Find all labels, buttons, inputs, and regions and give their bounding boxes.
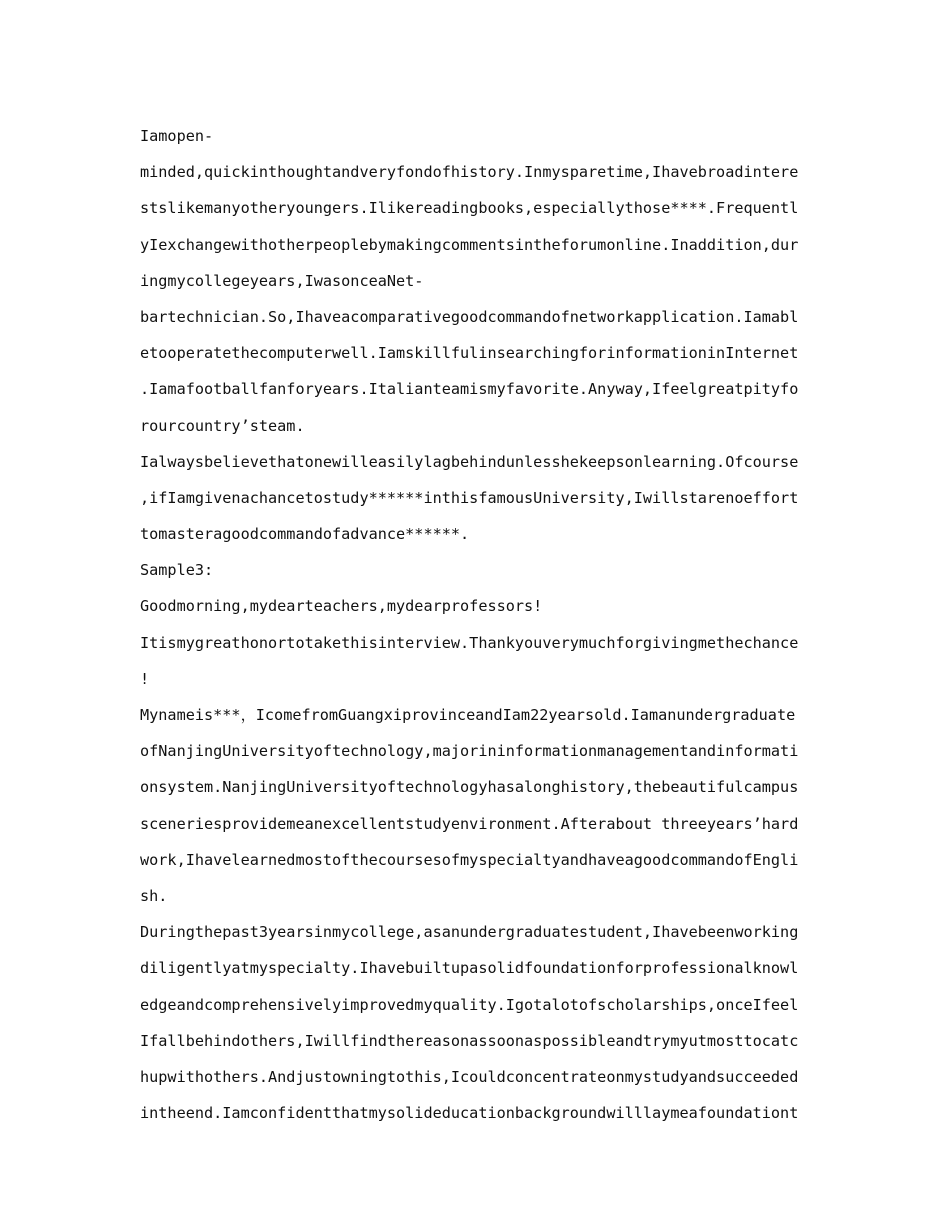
text-line: diligentlyatmyspecialty.Ihavebuiltupasolidfoundationforprofessionalknowl [140,959,799,978]
text-line: ofNanjingUniversityoftechnology,majorininformationmanagementandinformati [140,742,799,761]
text-line: Ialwaysbelievethatonewilleasilylagbehindunlesshekeepsonlearning.Ofcourse [140,452,799,471]
text-line: work,IhavelearnedmostofthecoursesofmyspecialtyandhaveagoodcommandofEngli [140,850,799,869]
text-line: hupwithothers.Andjustowningtothis,Icouldconcentrateonmystudyandsucceeded [140,1067,799,1086]
text-line: minded,quickinthoughtandveryfondofhistory.Inmysparetime,Ihavebroadintere [140,163,799,182]
text-line: bartechnician.So,Ihaveacomparativegoodcommandofnetworkapplication.Iamabl [140,307,799,326]
text-line: sceneriesprovidemeanexcellentstudyenvironment.Afterabout threeyears’hard [140,814,799,833]
text-line: tomasteragoodcommandofadvance******. [140,525,470,544]
text-line: sh. [140,886,168,905]
text-line: stslikemanyotheryoungers.Ilikereadingbooks,especiallythose****.Frequentl [140,199,799,218]
text-line: Itismygreathonortotakethisinterview.Thankyouverymuchforgivingmethechance [140,633,799,652]
text-line: ! [140,669,150,688]
text-line: etooperatethecomputerwell.IamskillfulinsearchingforinformationinInternet [140,344,799,363]
section-heading: Sample3: [140,561,214,580]
text-line: ,ifIamgivenachancetostudy******inthisfamousUniversity,Iwillstarenoeffort [140,488,799,507]
text-line: Iamopen- [140,127,214,145]
text-line: Duringthepast3yearsinmycollege,asanundergraduatestudent,Ihavebeenworking [140,923,799,942]
text-line: .Iamafootballfanforyears.Italianteamismyfavorite.Anyway,Ifeelgreatpityfo [140,380,799,399]
text-line: edgeandcomprehensivelyimprovedmyquality.Igotalotofscholarships,onceIfeel [140,995,799,1014]
text-line: intheend.Iamconfidentthatmysolideducationbackgroundwilllaymeafoundationt [140,1104,799,1123]
text-line: rourcountry’steam. [140,416,305,435]
text-line: Mynameis***，IcomefromGuangxiprovinceandIam22yearsold.Iamanundergraduate [140,706,796,724]
text-line: yIexchangewithotherpeoplebymakingcommentsintheforumonline.Inaddition,dur [140,235,799,254]
text-line: Goodmorning,mydearteachers,mydearprofessors! [140,597,543,616]
text-line: onsystem.NanjingUniversityoftechnologyhasalonghistory,thebeautifulcampus [140,778,799,797]
document-body [140,118,812,1131]
text-line: Ifallbehindothers,Iwillfindthereasonassoonaspossibleandtrymyutmosttocatc [140,1031,799,1050]
text-line: ingmycollegeyears,IwasonceaNet- [140,271,424,290]
